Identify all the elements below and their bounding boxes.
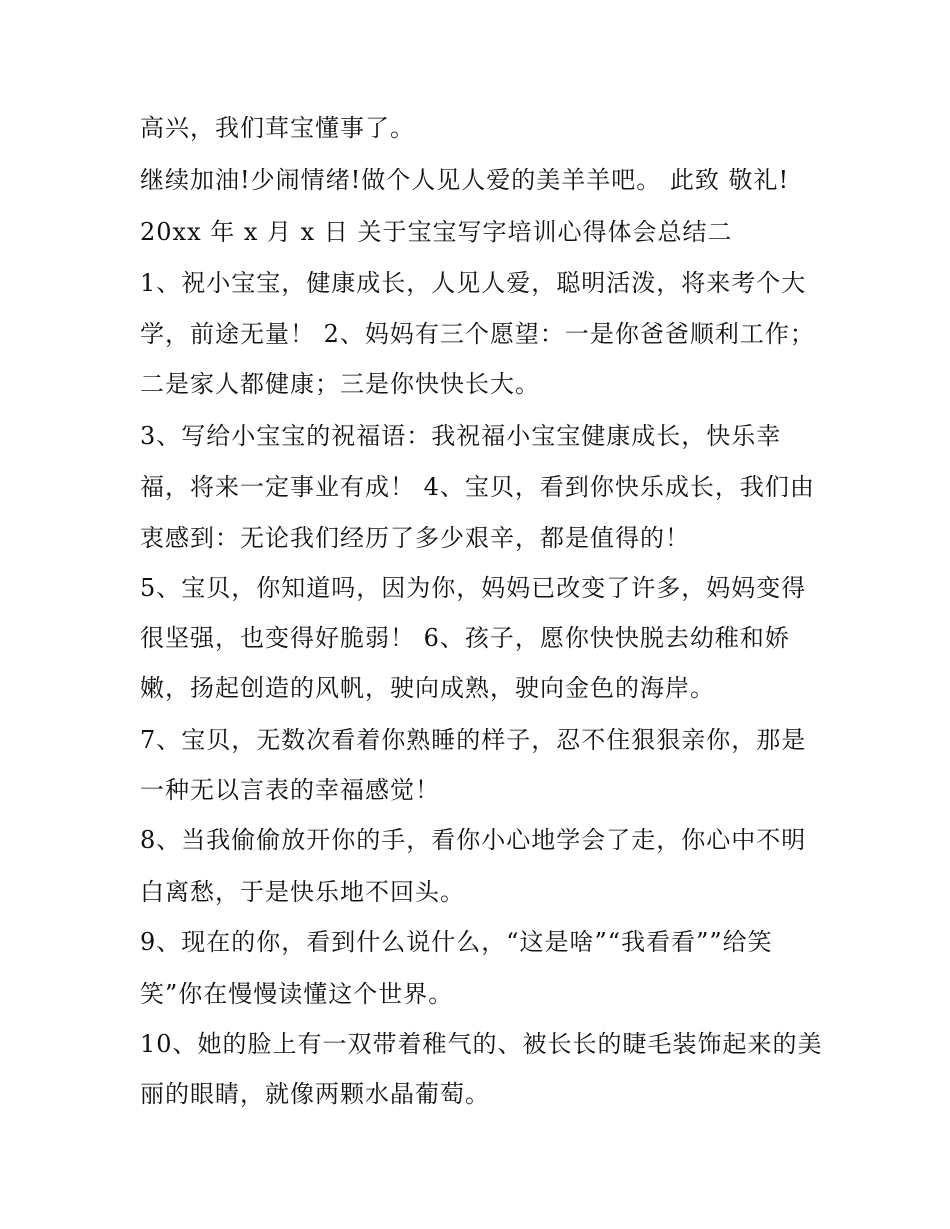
text-line: 很坚强，也变得好脆弱！ 6、孩子，愿你快快脱去幼稚和娇 bbox=[140, 624, 790, 652]
text-line: 学，前途无量！ 2、妈妈有三个愿望：一是你爸爸顺利工作； bbox=[140, 320, 815, 348]
text-line: 5、宝贝，你知道吗，因为你，妈妈已改变了许多，妈妈变得 bbox=[140, 574, 807, 602]
text-line: 3、写给小宝宝的祝福语：我祝福小宝宝健康成长，快乐幸 bbox=[140, 422, 782, 450]
text-line: 白离愁，于是快乐地不回头。 bbox=[140, 878, 465, 906]
text-line: 7、宝贝，无数次看着你熟睡的样子，忍不住狠狠亲你，那是 bbox=[140, 726, 807, 754]
text-line: 嫩，扬起创造的风帆，驶向成熟，驶向金色的海岸。 bbox=[140, 674, 715, 702]
text-line: 20xx 年 x 月 x 日 关于宝宝写字培训心得体会总结二 bbox=[140, 218, 733, 246]
text-line: 1、祝小宝宝，健康成长，人见人爱，聪明活泼，将来考个大 bbox=[140, 269, 807, 297]
text-line: 10、她的脸上有一双带着稚气的、被长长的睫毛装饰起来的美 bbox=[140, 1030, 823, 1058]
text-line: 继续加油!少闹情绪!做个人见人爱的美羊羊吧。 此致 敬礼! bbox=[140, 166, 790, 194]
text-line: 8、当我偷偷放开你的手，看你小心地学会了走，你心中不明 bbox=[140, 826, 807, 854]
text-line: 一种无以言表的幸福感觉！ bbox=[140, 776, 440, 804]
text-line: 笑”你在慢慢读懂这个世界。 bbox=[140, 980, 454, 1008]
text-line: 9、现在的你，看到什么说什么，“这是啥”“我看看””给笑 bbox=[140, 928, 773, 956]
text-line: 福，将来一定事业有成！ 4、宝贝，看到你快乐成长，我们由 bbox=[140, 473, 815, 501]
text-line: 衷感到：无论我们经历了多少艰辛，都是值得的！ bbox=[140, 524, 690, 552]
text-line: 丽的眼睛，就像两颗水晶葡萄。 bbox=[140, 1080, 490, 1108]
text-line: 二是家人都健康；三是你快快长大。 bbox=[140, 370, 540, 398]
text-line: 高兴，我们茸宝懂事了。 bbox=[140, 114, 415, 142]
